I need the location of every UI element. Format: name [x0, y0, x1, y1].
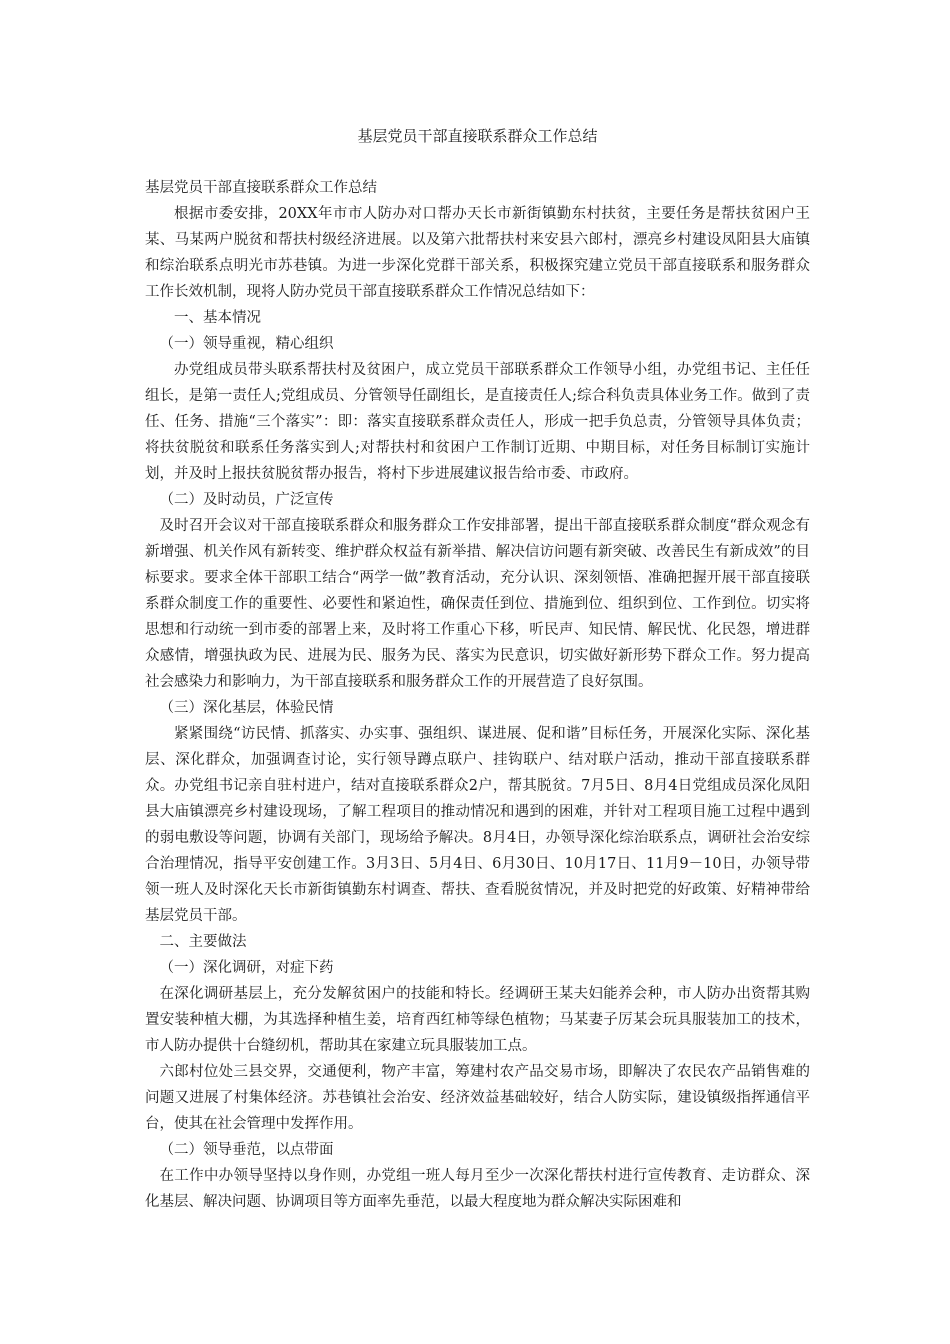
paragraph-grassroots: 紧紧围绕“访民情、抓落实、办实事、强组织、谋进展、促和谐”目标任务，开展深化实际、深化基层、深化群众，加强调查讨论，实行领导蹲点联户、挂钩联户、结对联户活动，推动干部直接联系群众。办党组书记亲自驻村进户，结对直接联系群众2户，帮其脱贫。7月5日、8月4日党组成员深化凤阳县大庙镇漂亮乡村建设现场，了解工程项目的推动情况和遇到的困难，并针对工程项目施工过程中遇到的弱电敷设等问题，协调有关部门，现场给予解决。8月4日，办领导深化综治联系点，调研社会治安综合治理情况，指导平安创建工作。3月3日、5月4日、6月30日、10月17日、11月9－10日，办领导带领一班人及时深化天长市新街镇勤东村调查、帮扶、查看脱贫情况，并及时把党的好政策、好精神带给基层党员干部。: [145, 726, 810, 924]
heading-main-practices: 二、主要做法: [159, 934, 247, 950]
subheading-grassroots: （三）深化基层，体验民情: [159, 700, 334, 716]
paragraph-leadership: 办党组成员带头联系帮扶村及贫困户，成立党员干部联系群众工作领导小组，办党组书记、主任任组长，是第一责任人;党组成员、分管领导任副组长，是直接责任人;综合科负责具体业务工作。做到了责任、任务、措施“三个落实”：即：落实直接联系群众责任人，形成一把手负总责，分管领导具体负责；将扶贫脱贫和联系任务落实到人;对帮扶村和贫困户工作制订近期、中期目标，对任务目标制订实施计划，并及时上报扶贫脱贫帮办报告，将村下步进展建议报告给市委、市政府。: [145, 362, 810, 482]
subheading-example: （二）领导垂范，以点带面: [159, 1142, 334, 1158]
subheading-leadership: （一）领导重视，精心组织: [159, 336, 334, 352]
paragraph-mobilization: 及时召开会议对干部直接联系群众和服务群众工作安排部署，提出干部直接联系群众制度“群众观念有新增强、机关作风有新转变、维护群众权益有新举措、解决信访问题有新突破、改善民生有新成效”的目标要求。要求全体干部职工结合“两学一做”教育活动，充分认识、深刻领悟、准确把握开展干部直接联系群众制度工作的重要性、必要性和紧迫性，确保责任到位、措施到位、组织到位、工作到位。切实将思想和行动统一到市委的部署上来，及时将工作重心下移，听民声、知民情、解民忧、化民怨，增进群众感情，增强执政为民、进展为民、服务为民、落实为民意识，切实做好新形势下群众工作。努力提高社会感染力和影响力，为干部直接联系和服务群众工作的开展营造了良好氛围。: [145, 518, 810, 690]
paragraph-intro: 根据市委安排，20XX年市市人防办对口帮办天长市新街镇勤东村扶贫，主要任务是帮扶贫困户王某、马某两户脱贫和帮扶村级经济进展。以及第六批帮扶村来安县六郎村，漂亮乡村建设凤阳县大庙镇和综治联系点明光市苏巷镇。为进一步深化党群干部关系，积极探究建立党员干部直接联系和服务群众工作长效机制，现将人防办党员干部直接联系群众工作情况总结如下：: [145, 206, 810, 300]
paragraph-example: 在工作中办领导坚持以身作则，办党组一班人每月至少一次深化帮扶村进行宣传教育、走访群众、深化基层、解决问题、协调项目等方面率先垂范，以最大程度地为群众解决实际困难和: [145, 1168, 810, 1210]
document-title: 基层党员干部直接联系群众工作总结: [357, 127, 598, 145]
document-subtitle: 基层党员干部直接联系群众工作总结: [145, 180, 377, 196]
paragraph-research-a: 在深化调研基层上，充分发解贫困户的技能和特长。经调研王某夫妇能养会种，市人防办出资帮其购置安装种植大棚，为其选择种植生姜，培育西红柿等绿色植物；马某妻子厉某会玩具服装加工的技术，市人防办提供十台缝纫机，帮助其在家建立玩具服装加工点。: [145, 986, 810, 1054]
subheading-mobilization: （二）及时动员，广泛宣传: [159, 492, 334, 508]
heading-basic-situation: 一、基本情况: [174, 310, 261, 326]
document-body: [145, 175, 810, 1215]
paragraph-research-b: 六郎村位处三县交界，交通便利，物产丰富，筹建村农产品交易市场，即解决了农民农产品销售难的问题又进展了村集体经济。苏巷镇社会治安、经济效益基础较好，结合人防实际，建设镇级指挥通信平台，使其在社会管理中发挥作用。: [145, 1064, 810, 1132]
subheading-research: （一）深化调研，对症下药: [159, 960, 334, 976]
